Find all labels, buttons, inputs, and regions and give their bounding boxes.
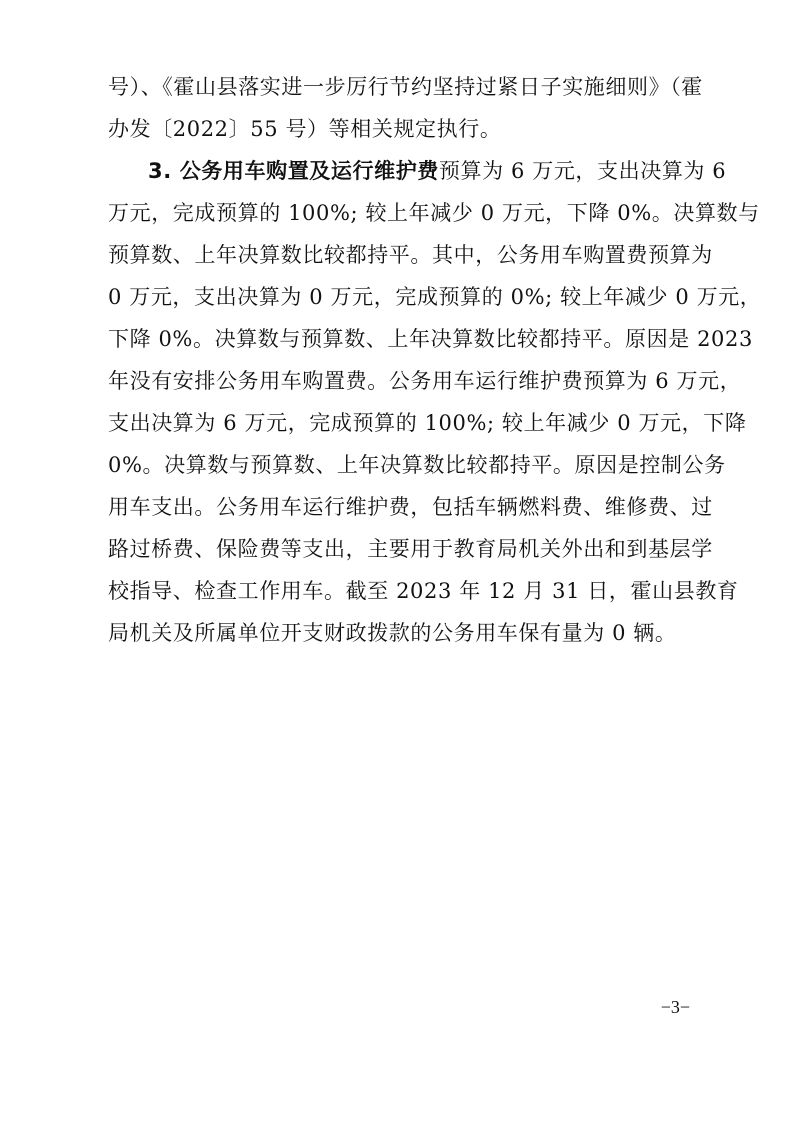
section3-line-10: 校指导、检查工作用车。截至 2023 年 12 月 31 日，霍山县教育 [108,579,739,603]
page-number: −3− [660,997,690,1017]
section3-line-11: 局机关及所属单位开支财政拨款的公务用车保有量为 0 辆。 [108,621,677,645]
section3-line-3: 0 万元，支出决算为 0 万元，完成预算的 0%; 较上年减少 0 万元， [108,285,762,309]
paragraph1-line-1: 号）、《霍山县落实进一步厉行节约坚持过紧日子实施细则》（霍 [108,75,703,99]
section3-line-2: 预算数、上年决算数比较都持平。其中，公务用车购置费预算为 [108,243,713,267]
section3-heading: 3. 公务用车购置及运行维护费 [148,159,439,183]
section3-line-8: 用车支出。公务用车运行维护费，包括车辆燃料费、维修费、过 [108,495,713,519]
section3-line-7: 0%。决算数与预算数、上年决算数比较都持平。原因是控制公务 [108,453,726,477]
section3-line-5: 年没有安排公务用车购置费。公务用车运行维护费预算为 6 万元， [108,369,742,393]
paragraph1-line-2: 办发〔2022〕55 号）等相关规定执行。 [108,117,502,141]
section3-line-6: 支出决算为 6 万元，完成预算的 100%; 较上年减少 0 万元，下降 [108,411,747,435]
section3-line-4: 下降 0%。决算数与预算数、上年决算数比较都持平。原因是 2023 [108,327,753,351]
section3-line-1: 万元，完成预算的 100%; 较上年减少 0 万元，下降 0%。决算数与 [108,201,760,225]
section3-first-line-text: 预算为 6 万元，支出决算为 6 [438,159,727,183]
body-text [108,66,762,654]
section3-first-line [108,150,727,192]
section3-line-9: 路过桥费、保险费等支出，主要用于教育局机关外出和到基层学 [108,537,713,561]
